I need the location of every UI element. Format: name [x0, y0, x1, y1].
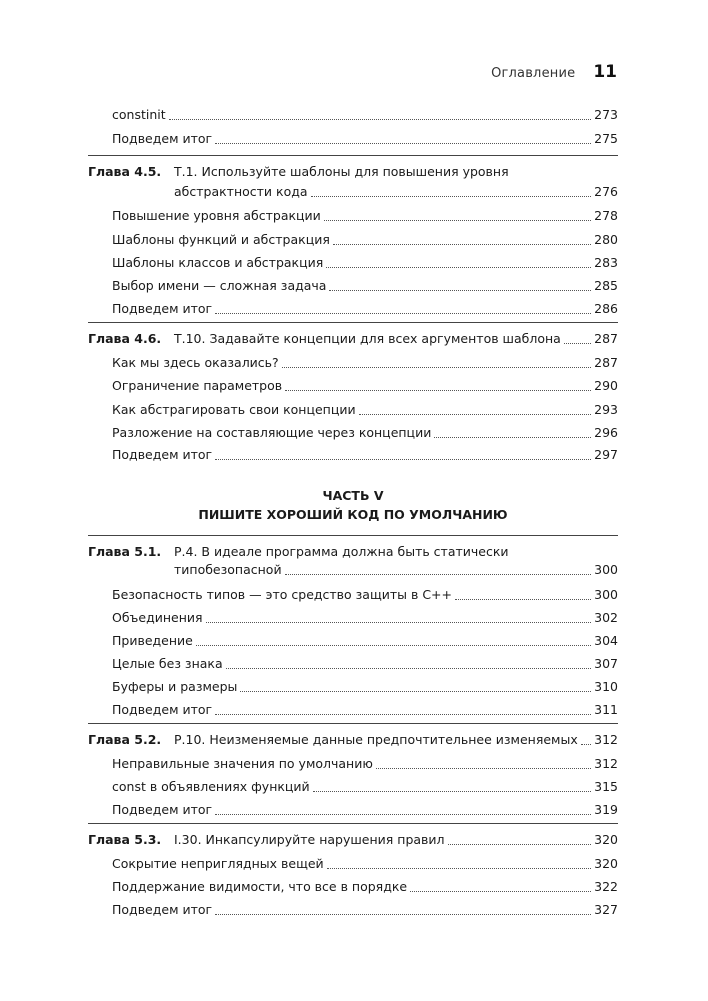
leader-dots — [215, 814, 591, 815]
toc-entry[interactable]: Шаблоны функций и абстракция 280 — [112, 232, 618, 247]
leader-dots — [313, 791, 591, 792]
chapter-entry[interactable]: Т.10. Задавайте концепции для всех аргументов шаблона 287 — [174, 331, 618, 346]
toc-entry[interactable]: Выбор имени — сложная задача 285 — [112, 278, 618, 293]
leader-dots — [285, 390, 591, 391]
leader-dots — [581, 744, 591, 745]
toc-entry[interactable]: Подведем итог 311 — [112, 702, 618, 717]
leader-dots — [326, 267, 591, 268]
toc-entry[interactable]: Неправильные значения по умолчанию 312 — [112, 756, 618, 771]
toc-entry[interactable]: Повышение уровня абстракции 278 — [112, 208, 618, 223]
toc-entry[interactable]: const в объявлениях функций 315 — [112, 779, 618, 794]
leader-dots — [311, 196, 592, 197]
leader-dots — [226, 668, 592, 669]
leader-dots — [282, 367, 591, 368]
chapter-label: Глава 4.5. — [88, 164, 162, 179]
chapter-entry[interactable]: Р.10. Неизменяемые данные предпочтительнее изменяемых 312 — [174, 732, 618, 747]
leader-dots — [240, 691, 591, 692]
leader-dots — [455, 599, 591, 600]
toc-entry[interactable]: Подведем итог 319 — [112, 802, 618, 817]
leader-dots — [564, 343, 591, 344]
leader-dots — [448, 844, 592, 845]
chapter-label: Глава 5.2. — [88, 732, 162, 747]
section-name: Оглавление — [491, 66, 576, 81]
leader-dots — [215, 714, 591, 715]
toc-entry[interactable]: constinit 273 — [112, 107, 618, 122]
leader-dots — [324, 220, 591, 221]
chapter-label: Глава 4.6. — [88, 331, 162, 346]
part-title[interactable]: ПИШИТЕ ХОРОШИЙ КОД ПО УМОЛЧАНИЮ — [198, 507, 508, 522]
chapter-entry[interactable]: типобезопасной 300 — [174, 562, 618, 577]
leader-dots — [215, 143, 591, 144]
running-header — [0, 62, 617, 88]
toc-entry[interactable]: Подведем итог 286 — [112, 301, 618, 316]
toc-entry[interactable]: Буферы и размеры 310 — [112, 679, 618, 694]
chapter-entry[interactable]: I.30. Инкапсулируйте нарушения правил 320 — [174, 832, 618, 847]
toc-entry[interactable]: Как абстрагировать свои концепции 293 — [112, 402, 618, 417]
leader-dots — [215, 914, 591, 915]
leader-dots — [333, 244, 591, 245]
toc-entry[interactable]: Ограничение параметров 290 — [112, 378, 618, 393]
divider — [88, 723, 618, 724]
leader-dots — [376, 768, 591, 769]
divider — [88, 535, 618, 536]
chapter-label: Глава 5.3. — [88, 832, 162, 847]
leader-dots — [215, 313, 591, 314]
chapter-label: Глава 5.1. — [88, 544, 162, 559]
leader-dots — [410, 891, 591, 892]
leader-dots — [359, 414, 592, 415]
toc-entry[interactable]: Подведем итог 297 — [112, 447, 618, 462]
chapter-entry[interactable]: абстрактности кода 276 — [174, 184, 618, 199]
toc-entry[interactable]: Подведем итог 327 — [112, 902, 618, 917]
toc-entry[interactable]: Разложение на составляющие через концепции 296 — [112, 425, 618, 440]
part-label[interactable]: ЧАСТЬ V — [322, 488, 384, 503]
divider — [88, 155, 618, 156]
toc-entry[interactable]: Безопасность типов — это средство защиты в С++ 300 — [112, 587, 618, 602]
chapter-title[interactable]: Т.1. Используйте шаблоны для повышения уровня — [174, 164, 509, 179]
leader-dots — [327, 868, 591, 869]
leader-dots — [285, 574, 592, 575]
toc-entry[interactable]: Приведение 304 — [112, 633, 618, 648]
leader-dots — [434, 437, 591, 438]
toc-entry[interactable]: Поддержание видимости, что все в порядке 322 — [112, 879, 618, 894]
leader-dots — [206, 622, 592, 623]
toc-entry[interactable]: Целые без знака 307 — [112, 656, 618, 671]
divider — [88, 823, 618, 824]
toc-entry[interactable]: Объединения 302 — [112, 610, 618, 625]
toc-entry[interactable]: Подведем итог 275 — [112, 131, 618, 146]
toc-entry[interactable]: Шаблоны классов и абстракция 283 — [112, 255, 618, 270]
page-number: 11 — [593, 62, 617, 82]
toc-entry[interactable]: Как мы здесь оказались? 287 — [112, 355, 618, 370]
leader-dots — [196, 645, 591, 646]
toc-entry[interactable]: Сокрытие неприглядных вещей 320 — [112, 856, 618, 871]
divider — [88, 322, 618, 323]
leader-dots — [329, 290, 591, 291]
leader-dots — [215, 459, 591, 460]
leader-dots — [169, 119, 592, 120]
chapter-title[interactable]: Р.4. В идеале программа должна быть статически — [174, 544, 509, 559]
